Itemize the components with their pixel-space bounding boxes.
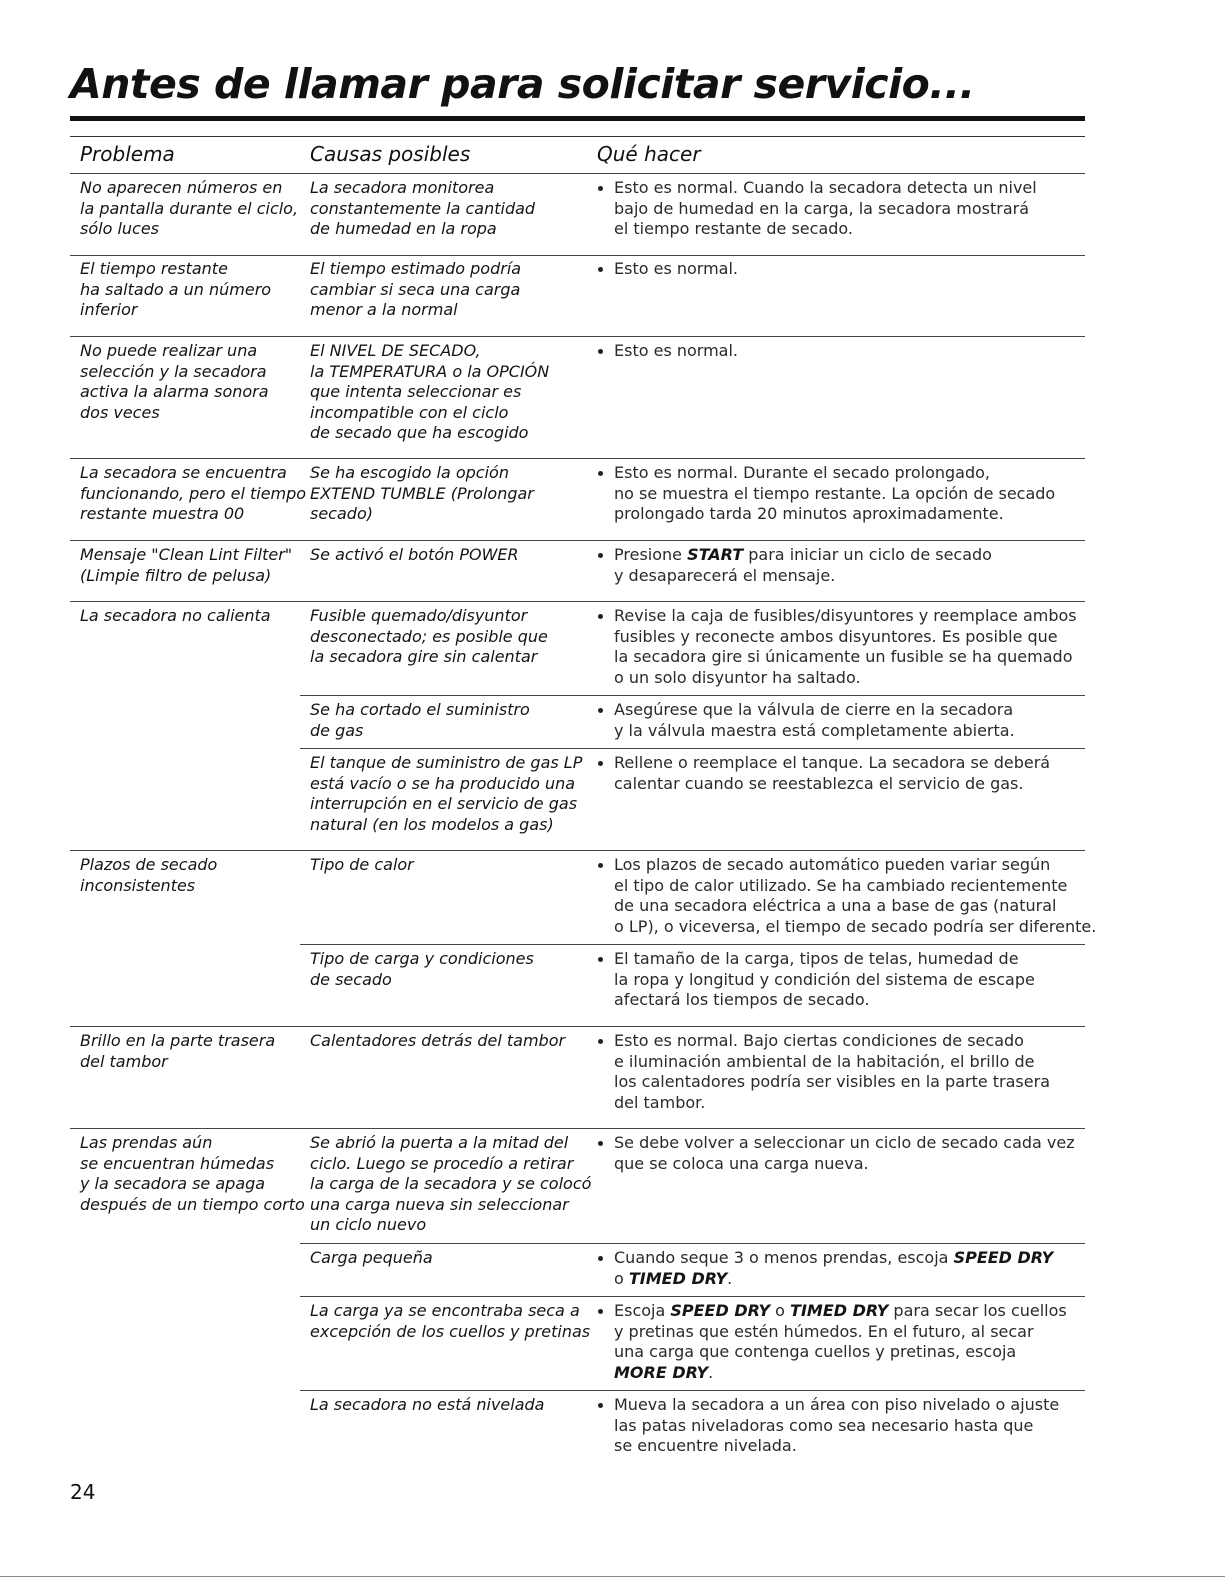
subrow-divider [300,944,1085,945]
cause-text: El tanque de suministro de gas LP está vacío o se ha producido una interrupción en el servicio de gas natural (en los modelos a gas) [310,753,583,834]
problem-text: Las prendas aún se encuentran húmedas y la secadora se apaga después de un tiempo corto [80,1133,305,1214]
row-divider [70,1026,1085,1027]
cause-text: Se abrió la puerta a la mitad del ciclo. Luego se procedío a retirar la carga de la secadora y se colocó una carga nueva sin seleccionar un ciclo nuevo [310,1133,592,1234]
action-text: Presione START para iniciar un ciclo de secado y desaparecerá el mensaje. [614,545,992,585]
column-header-causes: Causas posibles [310,142,471,166]
cause-text: Tipo de calor [310,855,414,874]
cause-text: La carga ya se encontraba seca a excepción de los cuellos y pretinas [310,1301,591,1341]
action-text: Se debe volver a seleccionar un ciclo de secado cada vez que se coloca una carga nueva. [614,1133,1075,1173]
title-rule [70,116,1085,121]
cause-text: El tiempo estimado podría cambiar si seca una carga menor a la normal [310,259,522,319]
subrow-divider [300,695,1085,696]
subrow-divider [300,1296,1085,1297]
bullet-icon [598,267,603,272]
page-title: Antes de llamar para solicitar servicio... [70,60,975,108]
problem-text: La secadora no calienta [80,606,271,625]
action-text: Asegúrese que la válvula de cierre en la secadora y la válvula maestra está completamente abierta. [614,700,1015,740]
row-divider [70,458,1085,459]
cause-text: La secadora no está nivelada [310,1395,545,1414]
subrow-divider [300,1243,1085,1244]
problem-text: Brillo en la parte trasera del tambor [80,1031,276,1071]
action-text: Esto es normal. [614,259,739,278]
action-text: Esto es normal. [614,341,739,360]
column-header-problem: Problema [80,142,175,166]
column-header-action: Qué hacer [597,142,701,166]
bullet-icon [598,863,603,868]
action-text: Esto es normal. Bajo ciertas condiciones de secado e iluminación ambiental de la habitación, el brillo de los calentadores podría ser visibles en la parte trasera del tambor. [614,1031,1050,1112]
bullet-icon [598,708,603,713]
action-text: Rellene o reemplace el tanque. La secadora se deberá calentar cuando se reestablezca el servicio de gas. [614,753,1051,793]
action-text: Cuando seque 3 o menos prendas, escoja SPEED DRY o TIMED DRY. [614,1248,1054,1288]
problem-text: No puede realizar una selección y la secadora activa la alarma sonora dos veces [80,341,269,422]
problem-text: La secadora se encuentra funcionando, pero el tiempo restante muestra 00 [80,463,307,523]
problem-text: Plazos de secado inconsistentes [80,855,218,895]
problem-text: Mensaje "Clean Lint Filter" (Limpie filtro de pelusa) [80,545,293,585]
action-text: Los plazos de secado automático pueden variar según el tipo de calor utilizado. Se ha cambiado recientemente de una secadora eléctrica a una a base de gas (natural o LP), o viceversa, el tiempo de secado podría ser diferente. [614,855,1097,936]
row-divider [70,1128,1085,1129]
bullet-icon [598,1141,603,1146]
row-divider [70,850,1085,851]
cause-text: Se activó el botón POWER [310,545,519,564]
row-divider [70,601,1085,602]
row-divider [70,255,1085,256]
bullet-icon [598,553,603,558]
action-text: Esto es normal. Durante el secado prolongado, no se muestra el tiempo restante. La opción de secado prolongado tarda 20 minutos aproximadamente. [614,463,1056,523]
action-text: Esto es normal. Cuando la secadora detecta un nivel bajo de humedad en la carga, la secadora mostrará el tiempo restante de secado. [614,178,1037,238]
bullet-icon [598,761,603,766]
action-text: Revise la caja de fusibles/disyuntores y reemplace ambos fusibles y reconecte ambos disyuntores. Es posible que la secadora gire si únicamente un fusible se ha quemado o un solo disyuntor ha saltado. [614,606,1077,687]
page-number: 24 [70,1480,96,1504]
bullet-icon [598,1403,603,1408]
bullet-icon [598,957,603,962]
row-divider [70,173,1085,174]
bullet-icon [598,1039,603,1044]
cause-text: Tipo de carga y condiciones de secado [310,949,534,989]
cause-text: El NIVEL DE SECADO, la TEMPERATURA o la OPCIÓN que intenta seleccionar es incompatible con el ciclo de secado que ha escogido [310,341,550,442]
page-bottom-edge [0,1576,1225,1577]
bullet-icon [598,471,603,476]
cause-text: La secadora monitorea constantemente la cantidad de humedad en la ropa [310,178,536,238]
cause-text: Se ha escogido la opción EXTEND TUMBLE (Prolongar secado) [310,463,534,523]
action-text: Mueva la secadora a un área con piso nivelado o ajuste las patas niveladoras como sea necesario hasta que se encuentre nivelada. [614,1395,1060,1455]
bullet-icon [598,1256,603,1261]
problem-text: El tiempo restante ha saltado a un número inferior [80,259,272,319]
subrow-divider [300,1390,1085,1391]
cause-text: Se ha cortado el suministro de gas [310,700,530,740]
subrow-divider [300,748,1085,749]
action-text: El tamaño de la carga, tipos de telas, humedad de la ropa y longitud y condición del sistema de escape afectará los tiempos de secado. [614,949,1035,1009]
row-divider [70,540,1085,541]
cause-text: Calentadores detrás del tambor [310,1031,566,1050]
problem-text: No aparecen números en la pantalla durante el ciclo, sólo luces [80,178,299,238]
cause-text: Fusible quemado/disyuntor desconectado; es posible que la secadora gire sin calentar [310,606,548,666]
row-divider [70,336,1085,337]
header-top-rule [70,136,1085,137]
cause-text: Carga pequeña [310,1248,433,1267]
bullet-icon [598,349,603,354]
bullet-icon [598,614,603,619]
bullet-icon [598,186,603,191]
action-text: Escoja SPEED DRY o TIMED DRY para secar los cuellos y pretinas que estén húmedos. En el futuro, al secar una carga que contenga cuellos y pretinas, escoja MORE DRY. [614,1301,1067,1382]
bullet-icon [598,1309,603,1314]
